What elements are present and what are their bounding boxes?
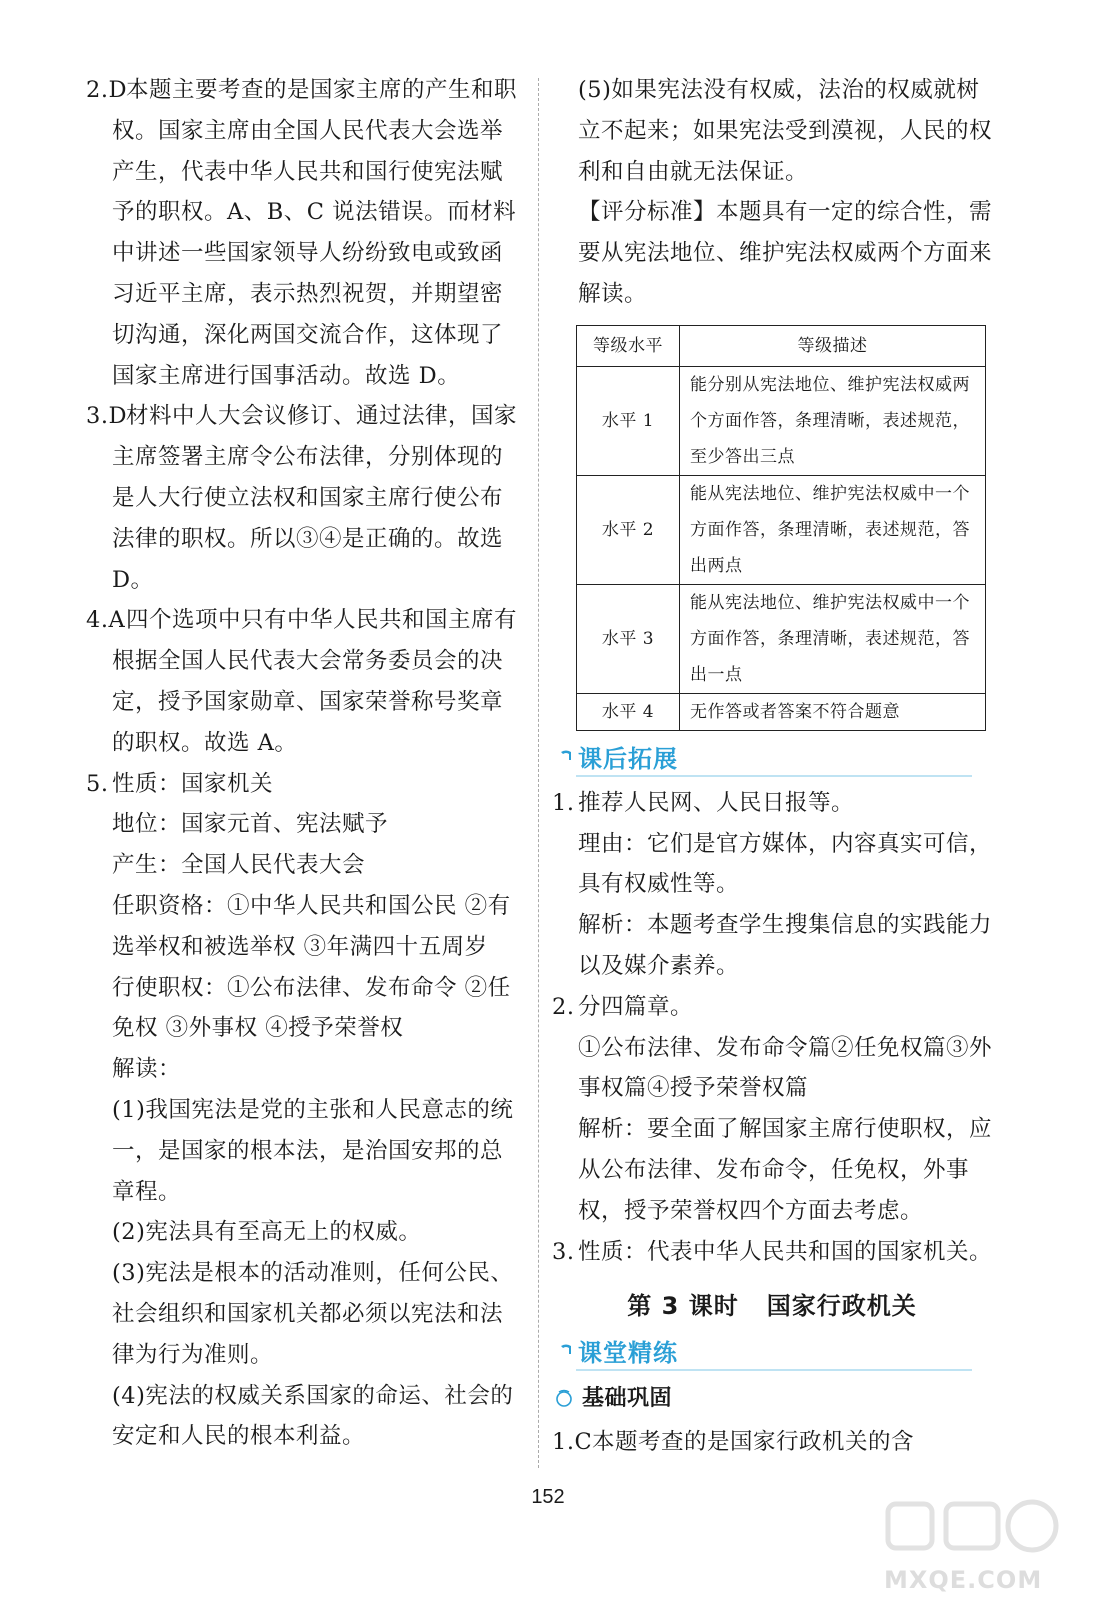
- answer-text: 本题主要考查的是国家主席的产生和职权。国家主席由全国人民代表大会选举产生，代表中华人民共和国行使宪法赋予的职权。A、B、C 说法错误。而材料中讲述一些国家领导人纷纷致电或致函习近平主席，表示热烈祝贺，并期望密切沟通，深化两国交流合作，这体现了国家主席进行国事活动。故选 D。: [112, 77, 518, 389]
- table-header-row: [577, 325, 986, 366]
- answer-5-line1: [86, 764, 524, 805]
- right-column: [552, 70, 992, 1463]
- subsection-heading: [552, 1379, 992, 1420]
- scoring-criteria: 【评分标准】本题具有一定的综合性，需要从宪法地位、维护宪法权威两个方面来解读。: [578, 199, 993, 307]
- lesson-title: [552, 1286, 992, 1327]
- practice-1: [552, 1422, 992, 1463]
- lesson-number: 第 3 课时: [627, 1292, 739, 1321]
- watermark-text: MXQE.COM: [884, 1566, 1043, 1594]
- answer-number: 3.: [552, 1238, 575, 1265]
- extension-3: [552, 1232, 992, 1273]
- answer-5-point1: (1)我国宪法是党的主张和人民意志的统一，是国家的根本法，是治国安邦的总章程。: [112, 1096, 514, 1205]
- section-title: 课后拓展: [578, 744, 678, 773]
- answer-5-line4: 任职资格：①中华人民共和国公民 ②有选举权和被选举权 ③年满四十五周岁: [112, 892, 511, 960]
- answer-5-point2: (2)宪法具有至高无上的权威。: [112, 1219, 422, 1246]
- answer-text: 性质：代表中华人民共和国的国家机关。: [578, 1238, 993, 1265]
- answer-text: 四个选项中只有中华人民共和国主席有根据全国人民代表大会常务委员会的决定，授予国家勋章、国家荣誉称号奖章的职权。故选 A。: [112, 607, 518, 756]
- table-row: [577, 693, 986, 730]
- table-header-description: 等级描述: [680, 325, 986, 366]
- answer-text: 材料中人大会议修订、通过法律，国家主席签署主席令公布法律，分别体现的是人大行使立法权和国家主席行使公布法律的职权。所以③④是正确的。故选 D。: [112, 403, 518, 593]
- table-cell-level: 水平 3: [577, 584, 680, 693]
- answer-number: 1.C: [552, 1428, 593, 1455]
- extension-1-analysis: 解析：本题考查学生搜集信息的实践能力以及媒介素养。: [578, 912, 993, 979]
- table-cell-level: 水平 4: [577, 693, 680, 730]
- answer-5-line3: 产生：全国人民代表大会: [112, 852, 366, 879]
- answer-4: [86, 600, 524, 763]
- grading-table: [576, 325, 986, 731]
- extension-1-reason: 理由：它们是官方媒体，内容真实可信，具有权威性等。: [578, 830, 993, 898]
- extension-2-analysis: 解析：要全面了解国家主席行使职权，应从公布法律、发布命令，任免权，外事权，授予荣誉权四个方面去考虑。: [578, 1116, 993, 1224]
- section-heading-practice: [556, 1333, 992, 1373]
- answer-number: 1.: [552, 789, 575, 816]
- section-marker-icon: [560, 749, 572, 761]
- answer-5-line6: 解读：: [112, 1056, 182, 1083]
- answer-number: 2.: [552, 993, 575, 1020]
- extension-1: [552, 783, 992, 824]
- column-divider: [538, 78, 539, 1468]
- table-cell-description: 能从宪法地位、维护宪法权威中一个方面作答，条理清晰，表述规范，答出两点: [680, 475, 986, 584]
- table-cell-description: 能分别从宪法地位、维护宪法权威两个方面作答，条理清晰，表述规范，至少答出三点: [680, 366, 986, 475]
- answer-text: 推荐人民网、人民日报等。: [578, 789, 855, 816]
- table-header-level: 等级水平: [577, 325, 680, 366]
- answer-text: 性质：国家机关: [112, 770, 274, 797]
- answer-number: 5.: [86, 770, 109, 797]
- table-cell-description: 无作答或者答案不符合题意: [680, 693, 986, 730]
- extension-2: [552, 987, 992, 1028]
- left-column: [86, 70, 524, 1457]
- section-title: 课堂精练: [578, 1339, 678, 1368]
- answer-5-line5: 行使职权：①公布法律、发布命令 ②任免权 ③外事权 ④授予荣誉权: [112, 974, 511, 1042]
- section-heading-after-class: [556, 739, 992, 779]
- table-row: [577, 366, 986, 475]
- table-cell-level: 水平 2: [577, 475, 680, 584]
- answer-number: 2.D: [86, 77, 128, 103]
- bell-icon: [554, 1388, 574, 1408]
- table-cell-level: 水平 1: [577, 366, 680, 475]
- section-marker-icon: [560, 1343, 572, 1355]
- answer-3: [86, 396, 524, 600]
- answer-2: [86, 70, 524, 396]
- subsection-title: 基础巩固: [582, 1386, 673, 1412]
- section-underline: [576, 1369, 972, 1371]
- answer-text: 本题考查的是国家行政机关的含: [592, 1428, 915, 1455]
- watermark-icon: [880, 1496, 1076, 1566]
- table-row: [577, 475, 986, 584]
- table-cell-description: 能从宪法地位、维护宪法权威中一个方面作答，条理清晰，表述规范，答出一点: [680, 584, 986, 693]
- answer-5-point5: (5)如果宪法没有权威，法治的权威就树立不起来；如果宪法受到漠视，人民的权利和自由就无法保证。: [578, 77, 993, 185]
- extension-2-chapters: ①公布法律、发布命令篇②任免权篇③外事权篇④授予荣誉权篇: [578, 1034, 993, 1102]
- section-underline: [576, 775, 972, 777]
- answer-5-point3: (3)宪法是根本的活动准则，任何公民、社会组织和国家机关都必须以宪法和法律为行为准则。: [112, 1260, 514, 1368]
- page-number: 152: [531, 1486, 565, 1508]
- lesson-name: 国家行政机关: [766, 1292, 917, 1321]
- watermark-logo: [880, 1496, 1076, 1594]
- answer-number: 3.D: [86, 403, 128, 430]
- answer-5-point4: (4)宪法的权威关系国家的命运、社会的安定和人民的根本利益。: [112, 1382, 514, 1450]
- answer-text: 分四篇章。: [578, 993, 694, 1020]
- table-row: [577, 584, 986, 693]
- answer-number: 4.A: [86, 607, 126, 634]
- answer-5-line2: 地位：国家元首、宪法赋予: [112, 811, 389, 838]
